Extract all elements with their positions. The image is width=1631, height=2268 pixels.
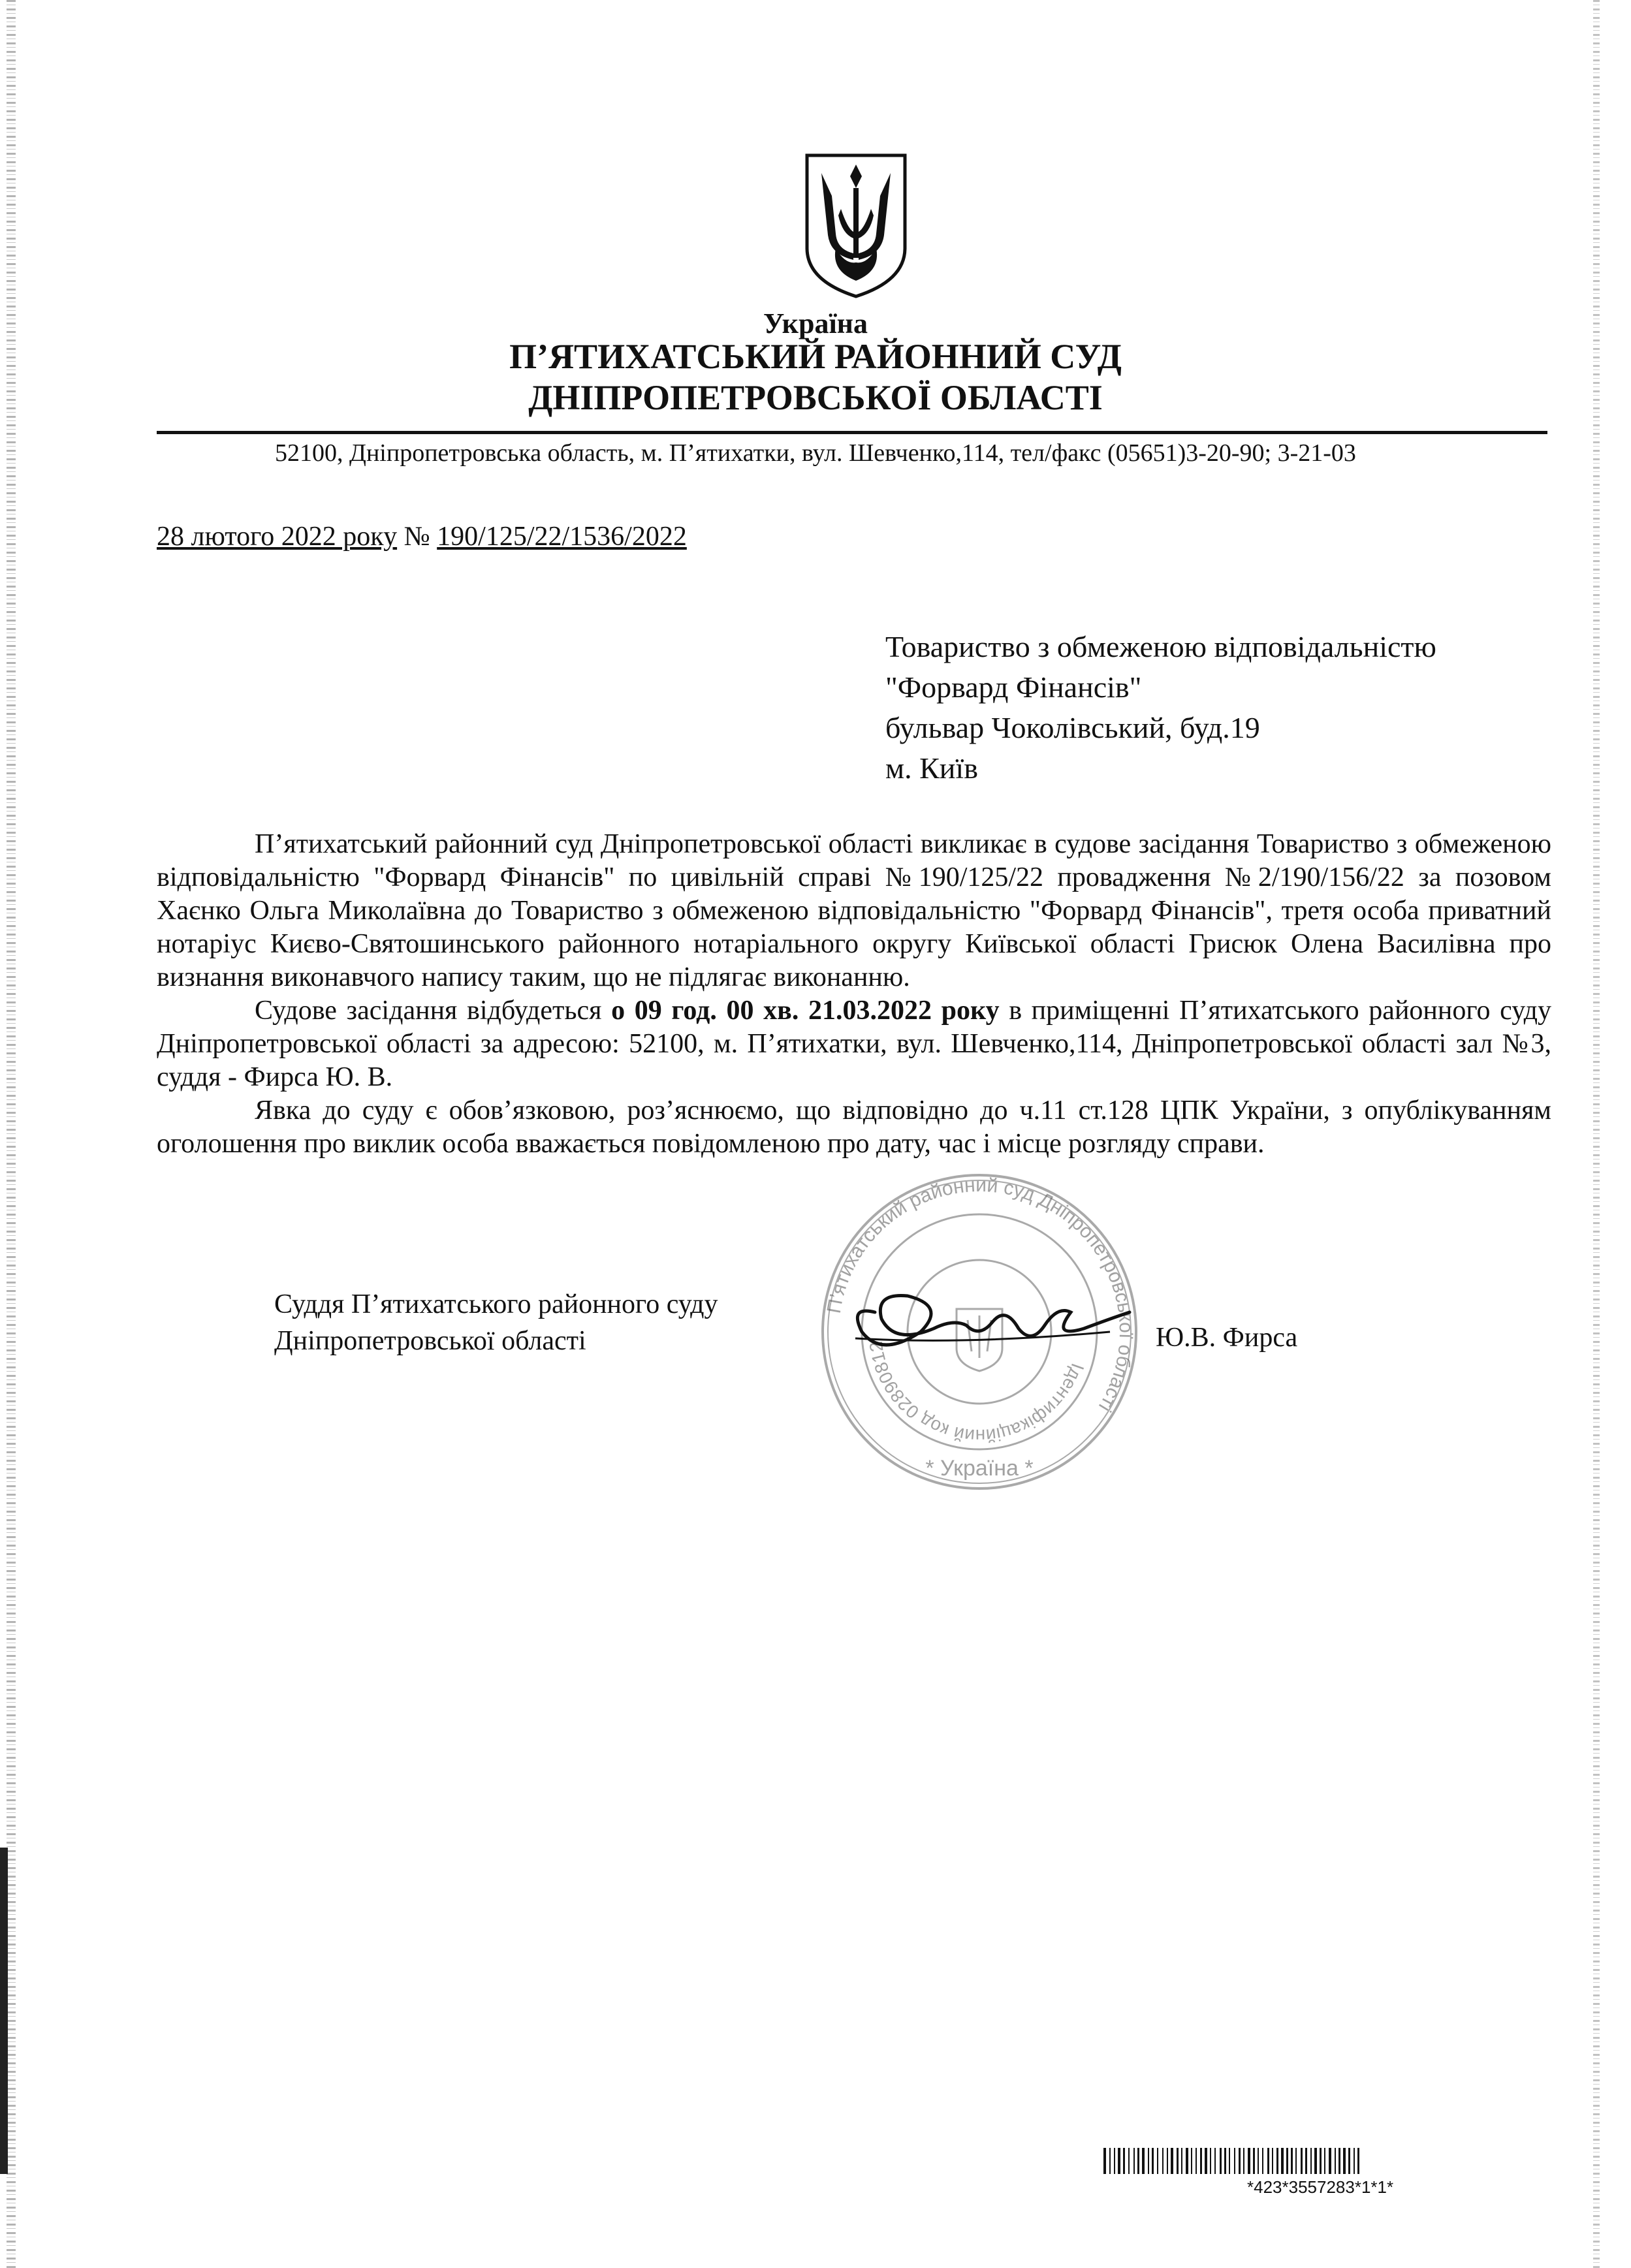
barcode-bar [1354, 2148, 1355, 2174]
barcode-bar [1234, 2148, 1235, 2174]
scan-margin-bar [0, 1848, 8, 2174]
barcode-bar [1335, 2148, 1336, 2174]
barcode-bar [1162, 2148, 1164, 2174]
barcode-bar [1324, 2148, 1325, 2174]
barcode-text: *423*3557283*1*1* [1247, 2177, 1394, 2197]
barcode-bar [1243, 2148, 1244, 2174]
hearing-datetime: о 09 год. 00 хв. 21.03.2022 року [611, 996, 1000, 1026]
barcode-bar [1103, 2148, 1106, 2174]
barcode-bar [1357, 2148, 1359, 2174]
barcode-bar [1281, 2148, 1284, 2174]
judge-title [274, 1286, 718, 1359]
barcode-bar [1291, 2148, 1293, 2174]
barcode-bar [1181, 2148, 1182, 2174]
barcode-bar [1262, 2148, 1263, 2174]
barcode-bar [1220, 2148, 1222, 2174]
barcode-bar [1301, 2148, 1303, 2174]
recipient-line: "Форвард Фінансів" [885, 670, 1142, 704]
barcode-bar [1295, 2148, 1297, 2174]
document-reference [157, 521, 687, 552]
barcode-bar [1148, 2148, 1149, 2174]
reference-number: 190/125/22/1536/2022 [437, 522, 687, 552]
barcode-bar [1133, 2148, 1135, 2174]
barcode-bar [1272, 2148, 1273, 2174]
barcode-bar [1205, 2148, 1207, 2174]
recipient-line: м. Київ [885, 751, 978, 785]
trident-emblem-icon [802, 150, 910, 300]
barcode-bar [1348, 2148, 1350, 2174]
barcode-bar [1320, 2148, 1322, 2174]
barcode-bar [1343, 2148, 1346, 2174]
hearing-location: в приміщенні П’ятихатського районного суду Дніпропетровської області за адресою: 52100, м. П’ятихатки, вул. Шевченко,114, Дніпропетровської області зал №3, суддя - Фирса Ю. В. [157, 996, 1551, 1092]
reference-date: 28 лютого 2022 року [157, 522, 398, 552]
court-address: 52100, Дніпропетровська область, м. П’ятихатки, вул. Шевченко,114, тел/факс (05651)3-20-90; 3-21-03 [275, 439, 1356, 467]
hearing-intro: Судове засідання відбудеться [255, 996, 612, 1026]
barcode-bar [1157, 2148, 1158, 2174]
body-paragraph: П’ятихатський районний суд Дніпропетровської області викликає в судове засідання Товариство з обмеженою відповідальністю "Форвард Фінансів" по цивільній справі №190/125/22 провадження №2/190/156/22 за позовом Хаєнко Ольга Миколаївна до Товариство з обмеженою відповідальністю "Форвард Фінансів", третя особа приватний нотаріус Києво-Святошинського районного нотаріального округу Київської області Грисюк Олена Василівна про визнання виконавчого напису таким, що не підлягає виконанню. [157, 829, 1551, 992]
judge-signature [836, 1267, 1143, 1371]
barcode-bar [1239, 2148, 1241, 2174]
recipient-line: бульвар Чоколівський, буд.19 [885, 711, 1260, 744]
court-name: П’ЯТИХАТСЬКИЙ РАЙОННИЙ СУД [509, 337, 1122, 376]
country-name: Україна [763, 307, 868, 339]
barcode-bar [1167, 2148, 1168, 2174]
barcode-bar [1200, 2148, 1202, 2174]
barcode-bar [1253, 2148, 1255, 2174]
barcode-bar [1137, 2148, 1139, 2174]
reference-number-sign: № [404, 522, 430, 552]
letter-body [157, 828, 1551, 1161]
barcode-bar [1248, 2148, 1250, 2174]
judge-title-line: Дніпропетровської області [274, 1326, 586, 1356]
barcode-bar [1276, 2148, 1278, 2174]
barcode-bar [1142, 2148, 1145, 2174]
barcode-bar [1123, 2148, 1125, 2174]
barcode-bar [1128, 2148, 1130, 2174]
barcode-bar [1286, 2148, 1288, 2174]
judge-title-line: Суддя П’ятихатського районного суду [274, 1289, 718, 1319]
recipient-block [885, 627, 1436, 789]
barcode-bar [1338, 2148, 1340, 2174]
barcode-bar [1196, 2148, 1197, 2174]
barcode-bar [1191, 2148, 1192, 2174]
barcode-bar [1118, 2148, 1120, 2174]
barcode-icon [1103, 2148, 1560, 2174]
barcode-bar [1177, 2148, 1179, 2174]
barcode-bar [1186, 2148, 1188, 2174]
judge-name: Ю.В. Фирса [1156, 1323, 1298, 1353]
barcode-bar [1214, 2148, 1216, 2174]
header-divider [157, 431, 1547, 434]
barcode-bar [1229, 2148, 1230, 2174]
barcode-bar [1210, 2148, 1211, 2174]
barcode-bar [1109, 2148, 1111, 2174]
barcode-bar [1314, 2148, 1317, 2174]
barcode-bar [1305, 2148, 1307, 2174]
barcode-bar [1171, 2148, 1173, 2174]
recipient-line: Товариство з обмеженою відповідальністю [885, 630, 1436, 663]
stamp-inner-text: Ідентифікаційний код 02890812 [865, 1340, 1088, 1447]
body-paragraph: Явка до суду є обов’язковою, роз’яснюємо, що відповідно до ч.11 ст.128 ЦПК України, з опублікуванням оголошення про виклик особа вважається повідомленою про дату, час і місце розгляду справи. [157, 1095, 1551, 1159]
body-paragraph [157, 994, 1551, 1094]
barcode-bar [1114, 2148, 1115, 2174]
stamp-bottom-text: * Україна * [925, 1456, 1034, 1481]
barcode-bar [1258, 2148, 1259, 2174]
barcode-bar [1152, 2148, 1154, 2174]
barcode-bar [1267, 2148, 1269, 2174]
barcode-bar [1329, 2148, 1331, 2174]
court-region: ДНІПРОПЕТРОВСЬКОЇ ОБЛАСТІ [528, 378, 1103, 417]
barcode-bar [1310, 2148, 1312, 2174]
stamp-outer-text: П’ятихатський районний суд Дніпропетровської області [823, 1174, 1137, 1416]
barcode-bar [1224, 2148, 1226, 2174]
